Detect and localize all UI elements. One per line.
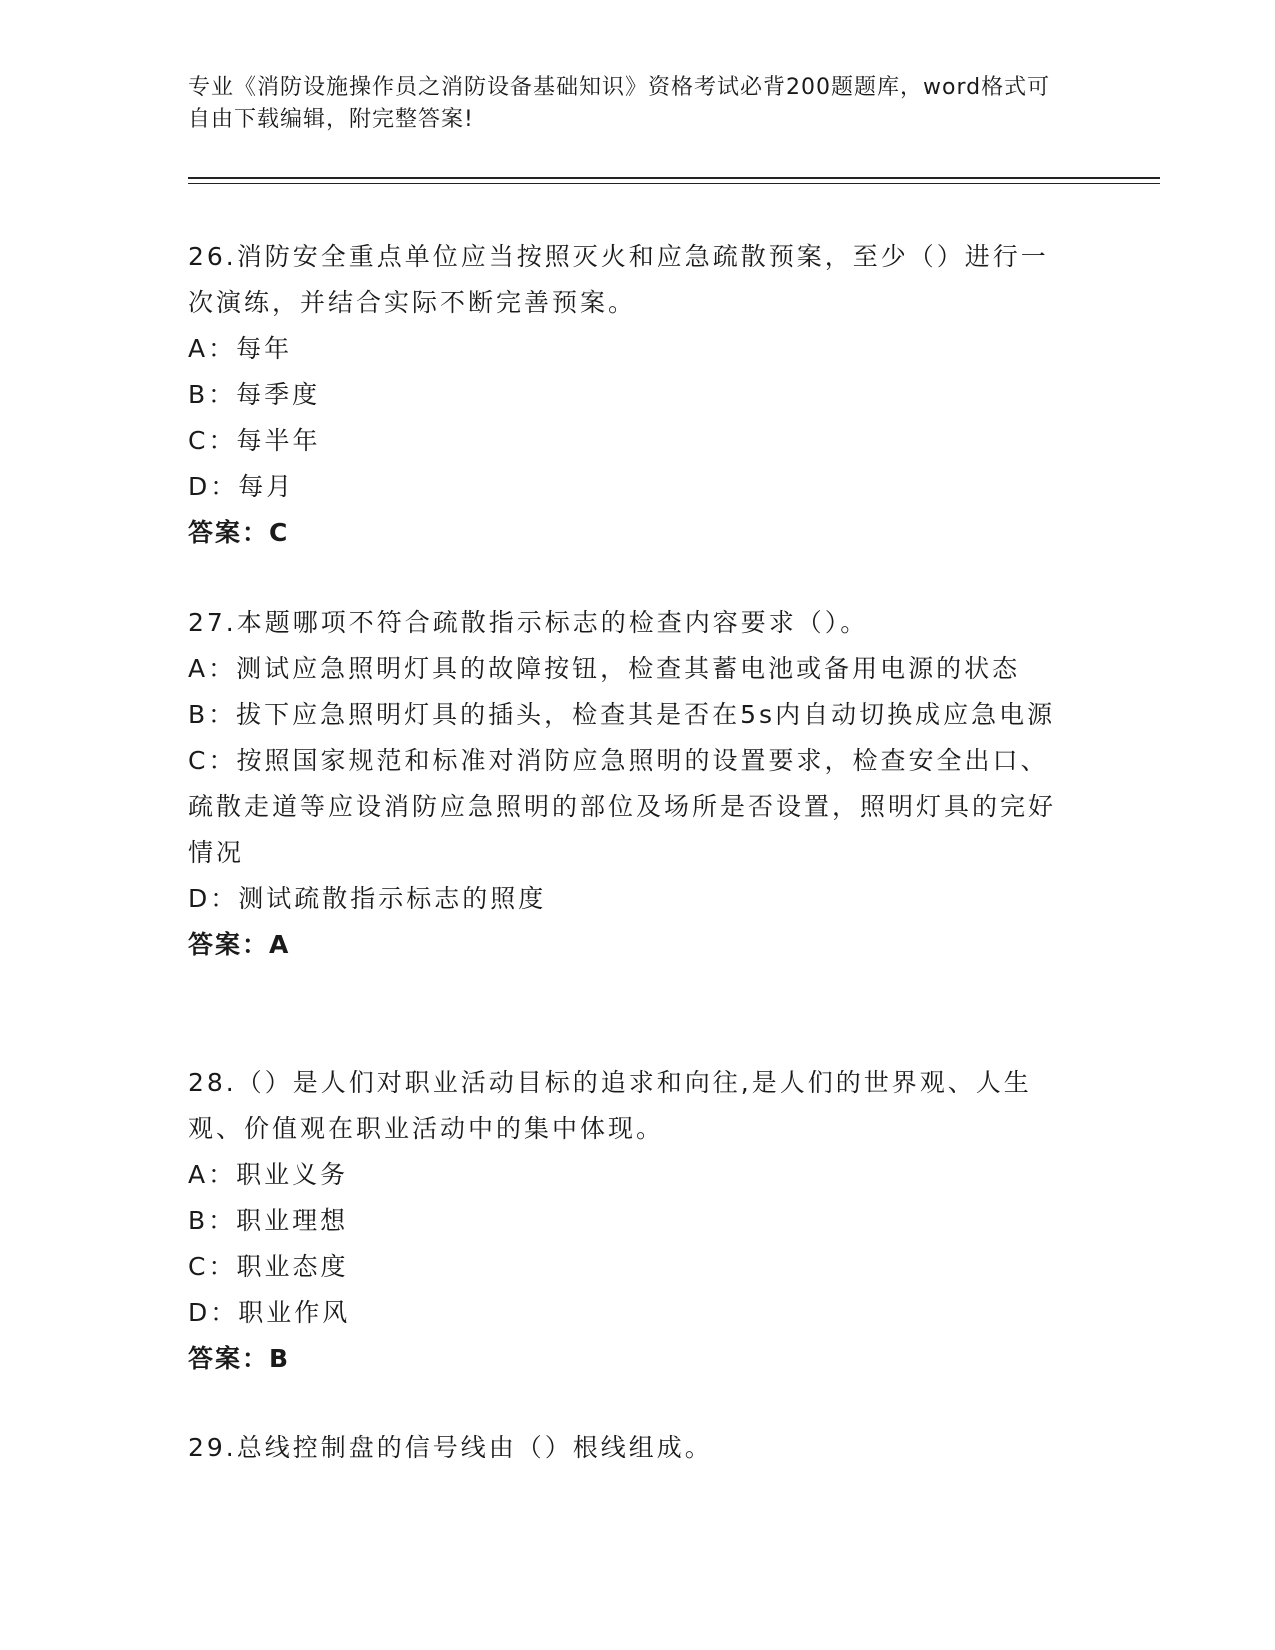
option-c: C：职业态度	[188, 1252, 349, 1281]
question-29	[188, 1425, 1068, 1471]
option-b: B：每季度	[188, 380, 321, 409]
question-stem: 27.本题哪项不符合疏散指示标志的检查内容要求（）。	[188, 608, 869, 637]
header-divider-thick	[188, 177, 1160, 179]
question-27	[188, 600, 1068, 968]
option-a: A：测试应急照明灯具的故障按钮，检查其蓄电池或备用电源的状态	[188, 654, 1021, 683]
answer: 答案：A	[188, 930, 291, 959]
option-d: D：每月	[188, 472, 295, 501]
header-divider-thin	[188, 183, 1160, 184]
answer: 答案：B	[188, 1344, 291, 1373]
question-28	[188, 1060, 1068, 1382]
option-a: A：每年	[188, 334, 293, 363]
option-c: C：按照国家规范和标准对消防应急照明的设置要求，检查安全出口、疏散走道等应设消防应急照明的部位及场所是否设置，照明灯具的完好情况	[188, 746, 1057, 867]
option-a: A：职业义务	[188, 1160, 349, 1189]
question-26	[188, 234, 1068, 556]
question-stem: 26.消防安全重点单位应当按照灭火和应急疏散预案，至少（）进行一次演练，并结合实际不断完善预案。	[188, 242, 1049, 317]
question-stem: 29.总线控制盘的信号线由（）根线组成。	[188, 1433, 713, 1462]
option-b: B：职业理想	[188, 1206, 349, 1235]
option-d: D：职业作风	[188, 1298, 351, 1327]
question-stem: 28.（）是人们对职业活动目标的追求和向往,是人们的世界观、人生观、价值观在职业活动中的集中体现。	[188, 1068, 1032, 1143]
answer: 答案：C	[188, 518, 290, 547]
option-d: D：测试疏散指示标志的照度	[188, 884, 547, 913]
option-c: C：每半年	[188, 426, 321, 455]
document-header: 专业《消防设施操作员之消防设备基础知识》资格考试必背200题题库，word格式可自由下载编辑，附完整答案!	[188, 75, 1051, 132]
option-b: B：拔下应急照明灯具的插头，检查其是否在5s内自动切换成应急电源	[188, 700, 1056, 729]
